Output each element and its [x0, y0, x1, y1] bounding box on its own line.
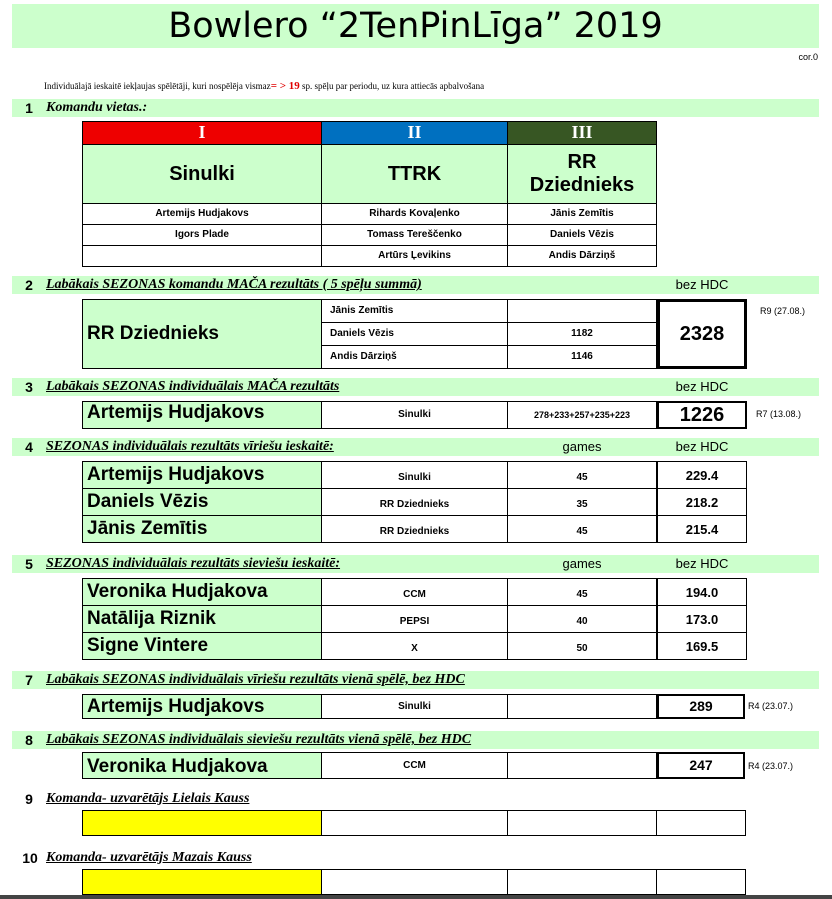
s10-cell: [507, 869, 657, 895]
s4-team: RR Dziednieks: [321, 515, 508, 543]
s2-round: R9 (27.08.): [760, 306, 806, 316]
s9-cell: [321, 810, 508, 836]
section-5-hdc-header: bez HDC: [675, 556, 729, 571]
s7-empty-cell: [507, 694, 657, 719]
s5-avg: 169.5: [657, 632, 747, 660]
section-4-hdc-header: bez HDC: [675, 439, 729, 454]
s8-score: 247: [657, 752, 745, 779]
eligibility-note: Individuālajā ieskaitē iekļaujas spēlētāji, kuri nospēlēja vismaz= > 19 sp. spēļu par periodu, uz kura attiecās apbalvošana: [44, 80, 485, 92]
s2-team: RR Dziednieks: [82, 299, 322, 369]
s5-games: 50: [507, 632, 657, 660]
s3-name: Artemijs Hudjakovs: [82, 401, 322, 429]
s9-cell: [656, 810, 746, 836]
s10-cell: [656, 869, 746, 895]
section-8-title: Labākais SEZONAS individuālais sieviešu rezultāts vienā spēlē, bez HDC: [46, 732, 472, 747]
s5-name: Veronika Hudjakova: [82, 578, 322, 606]
s8-name: Veronika Hudjakova: [82, 752, 322, 779]
s4-name: Artemijs Hudjakovs: [82, 461, 322, 489]
place-2-team: TTRK: [321, 144, 508, 204]
s4-games: 35: [507, 488, 657, 516]
place-1-member: Igors Plade: [82, 224, 322, 246]
section-5-title: SEZONAS individuālais rezultāts sieviešu ieskaitē:: [46, 556, 341, 571]
s5-name: Natālija Riznik: [82, 605, 322, 633]
section-4-title: SEZONAS individuālais rezultāts vīriešu ieskaitē:: [46, 439, 334, 454]
s7-team: Sinulki: [321, 694, 508, 719]
section-8-number: 8: [25, 732, 33, 748]
page-title: Bowlero “2TenPinLīga” 2019: [168, 6, 663, 46]
section-4-games-header: games: [562, 439, 602, 454]
s2-player: Jānis Zemītis: [321, 299, 508, 323]
s4-name: Jānis Zemītis: [82, 515, 322, 543]
s4-games: 45: [507, 461, 657, 489]
s2-score: 1182: [507, 322, 657, 346]
s5-avg: 173.0: [657, 605, 747, 633]
section-7-number: 7: [25, 672, 33, 688]
s5-team: CCM: [321, 578, 508, 606]
s4-team: RR Dziednieks: [321, 488, 508, 516]
s5-games: 40: [507, 605, 657, 633]
s9-cell: [507, 810, 657, 836]
place-3-member: Jānis Zemītis: [507, 203, 657, 225]
section-3-hdc-header: bez HDC: [675, 379, 729, 394]
s4-name: Daniels Vēzis: [82, 488, 322, 516]
min-games: = > 19: [270, 80, 300, 92]
place-3-member: Andis Dārziņš: [507, 245, 657, 267]
s2-score: [507, 299, 657, 323]
correction-label: cor.0: [798, 52, 818, 62]
bottom-edge: [0, 895, 832, 899]
section-3-number: 3: [25, 379, 33, 395]
s4-team: Sinulki: [321, 461, 508, 489]
place-2-header: II: [321, 121, 508, 145]
s7-name: Artemijs Hudjakovs: [82, 694, 322, 719]
section-1-number: 1: [25, 100, 33, 116]
s3-team: Sinulki: [321, 401, 508, 429]
section-9-number: 9: [25, 791, 33, 807]
s4-avg: 218.2: [657, 488, 747, 516]
section-2-number: 2: [25, 277, 33, 293]
s3-total: 1226: [657, 401, 747, 429]
section-10-title: Komanda- uzvarētājs Mazais Kauss: [46, 850, 252, 865]
place-1-header: I: [82, 121, 322, 145]
s3-round: R7 (13.08.): [756, 409, 802, 419]
s2-player: Daniels Vēzis: [321, 322, 508, 346]
s2-player: Andis Dārziņš: [321, 345, 508, 369]
s5-team: PEPSI: [321, 605, 508, 633]
s8-team: CCM: [321, 752, 508, 779]
place-1-member: Artemijs Hudjakovs: [82, 203, 322, 225]
s4-avg: 215.4: [657, 515, 747, 543]
s10-winner-cell: [82, 869, 322, 895]
s5-avg: 194.0: [657, 578, 747, 606]
s5-team: X: [321, 632, 508, 660]
section-7-title: Labākais SEZONAS individuālais vīriešu rezultāts vienā spēlē, bez HDC: [46, 672, 465, 687]
s2-total: 2328: [657, 299, 747, 369]
section-2-hdc-header: bez HDC: [675, 277, 729, 292]
s8-empty-cell: [507, 752, 657, 779]
section-5-games-header: games: [562, 556, 602, 571]
s5-games: 45: [507, 578, 657, 606]
s10-cell: [321, 869, 508, 895]
s7-score: 289: [657, 694, 745, 719]
place-1-member: [82, 245, 322, 267]
place-3-team: RR Dziednieks: [507, 144, 657, 204]
s3-games: 278+233+257+235+223: [507, 401, 657, 429]
s7-round: R4 (23.07.): [748, 701, 794, 711]
section-1-title: Komandu vietas.:: [46, 100, 148, 115]
section-9-title: Komanda- uzvarētājs Lielais Kauss: [46, 791, 250, 806]
place-2-member: Rihards Kovaļenko: [321, 203, 508, 225]
place-3-member: Daniels Vēzis: [507, 224, 657, 246]
place-2-member: Artūrs Ļevikins: [321, 245, 508, 267]
s2-score: 1146: [507, 345, 657, 369]
s5-name: Signe Vintere: [82, 632, 322, 660]
s8-round: R4 (23.07.): [748, 761, 794, 771]
s4-games: 45: [507, 515, 657, 543]
place-1-team: Sinulki: [82, 144, 322, 204]
place-3-header: III: [507, 121, 657, 145]
section-3-title: Labākais SEZONAS individuālais MAČA rezultāts: [46, 379, 340, 394]
section-5-number: 5: [25, 556, 33, 572]
place-2-member: Tomass Tereščenko: [321, 224, 508, 246]
section-4-number: 4: [25, 439, 33, 455]
s9-winner-cell: [82, 810, 322, 836]
section-10-number: 10: [22, 850, 38, 866]
section-2-title: Labākais SEZONAS komandu MAČA rezultāts ( 5 spēļu summā): [46, 277, 422, 292]
s4-avg: 229.4: [657, 461, 747, 489]
